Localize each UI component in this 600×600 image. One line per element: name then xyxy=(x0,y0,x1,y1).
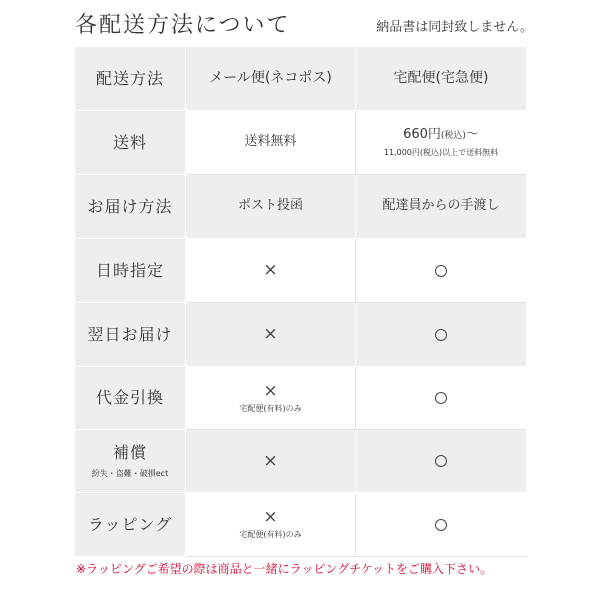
courier-fee xyxy=(403,127,479,143)
insurance-note: 紛失・盗難・破損ect xyxy=(91,469,169,478)
page-header xyxy=(75,8,535,40)
row-label: 代金引換 xyxy=(95,388,164,407)
cross-mark: × xyxy=(263,260,278,280)
courier-wrapping-cell xyxy=(356,493,526,557)
mail-fee: 送料無料 xyxy=(244,134,297,150)
header-cell-method xyxy=(75,47,186,111)
courier-next-day-cell xyxy=(356,303,526,367)
mail-wrapping-cell xyxy=(186,493,356,557)
row-label: 送料 xyxy=(112,132,147,152)
row-label-cell xyxy=(75,111,186,175)
circle-mark-icon xyxy=(435,392,447,404)
circle-mark-icon xyxy=(435,329,447,341)
header-courier-label: 宅配便(宅急便) xyxy=(393,69,489,86)
row-label-cell xyxy=(75,493,186,557)
courier-insurance-cell xyxy=(356,430,526,493)
courier-suffix: 〜 xyxy=(465,127,479,143)
cross-mark: × xyxy=(263,507,278,527)
wrapping-notice: ※ラッピングご希望の際は商品と一緒にラッピングチケットをご購入下さい。 xyxy=(76,562,493,576)
row-label-cell xyxy=(75,367,186,430)
courier-price: 660円 xyxy=(403,127,441,143)
courier-cod-cell xyxy=(356,367,526,430)
courier-tax: (税込) xyxy=(440,131,466,142)
mail-delivery-cell xyxy=(186,175,356,239)
invoice-note: 納品書は同封致しません。 xyxy=(376,20,533,35)
row-label: 日時指定 xyxy=(95,260,164,280)
mail-delivery: ポスト投函 xyxy=(237,198,303,214)
row-label: 補償 xyxy=(112,443,147,462)
courier-delivery-cell xyxy=(356,175,526,239)
cross-mark: × xyxy=(263,324,278,344)
row-label: 翌日お届け xyxy=(87,324,173,344)
header-label: 配送方法 xyxy=(95,68,164,88)
header-cell-courier xyxy=(356,47,526,111)
circle-mark-icon xyxy=(435,455,447,467)
cross-mark: × xyxy=(263,450,278,471)
cross-mark: × xyxy=(263,380,278,401)
mail-insurance-cell xyxy=(186,430,356,493)
mail-fee-cell xyxy=(186,111,356,175)
circle-mark-icon xyxy=(435,265,447,277)
header-mail-label: メール便(ネコポス) xyxy=(209,69,332,86)
mail-cod-cell xyxy=(186,367,356,430)
row-label: ラッピング xyxy=(87,514,173,534)
header-cell-mail xyxy=(186,47,356,111)
mail-date-time-cell xyxy=(186,239,356,303)
row-label-cell xyxy=(75,303,186,367)
row-label-cell xyxy=(75,175,186,239)
courier-fee-cell xyxy=(356,111,526,175)
courier-only-note: 宅配便(有料)のみ xyxy=(239,530,302,539)
mail-next-day-cell xyxy=(186,303,356,367)
row-label-cell xyxy=(75,239,186,303)
row-label: お届け方法 xyxy=(87,196,173,216)
shipping-comparison-table xyxy=(75,47,526,557)
courier-only-note: 宅配便(有料)のみ xyxy=(239,403,302,413)
circle-mark-icon xyxy=(435,519,447,531)
page-title: 各配送方法について xyxy=(75,13,291,38)
courier-date-time-cell xyxy=(356,239,526,303)
row-label-cell xyxy=(75,430,186,493)
courier-delivery: 配達員からの手渡し xyxy=(382,198,500,214)
free-shipping-note: 11,000円(税込)以上で送料無料 xyxy=(383,147,499,157)
